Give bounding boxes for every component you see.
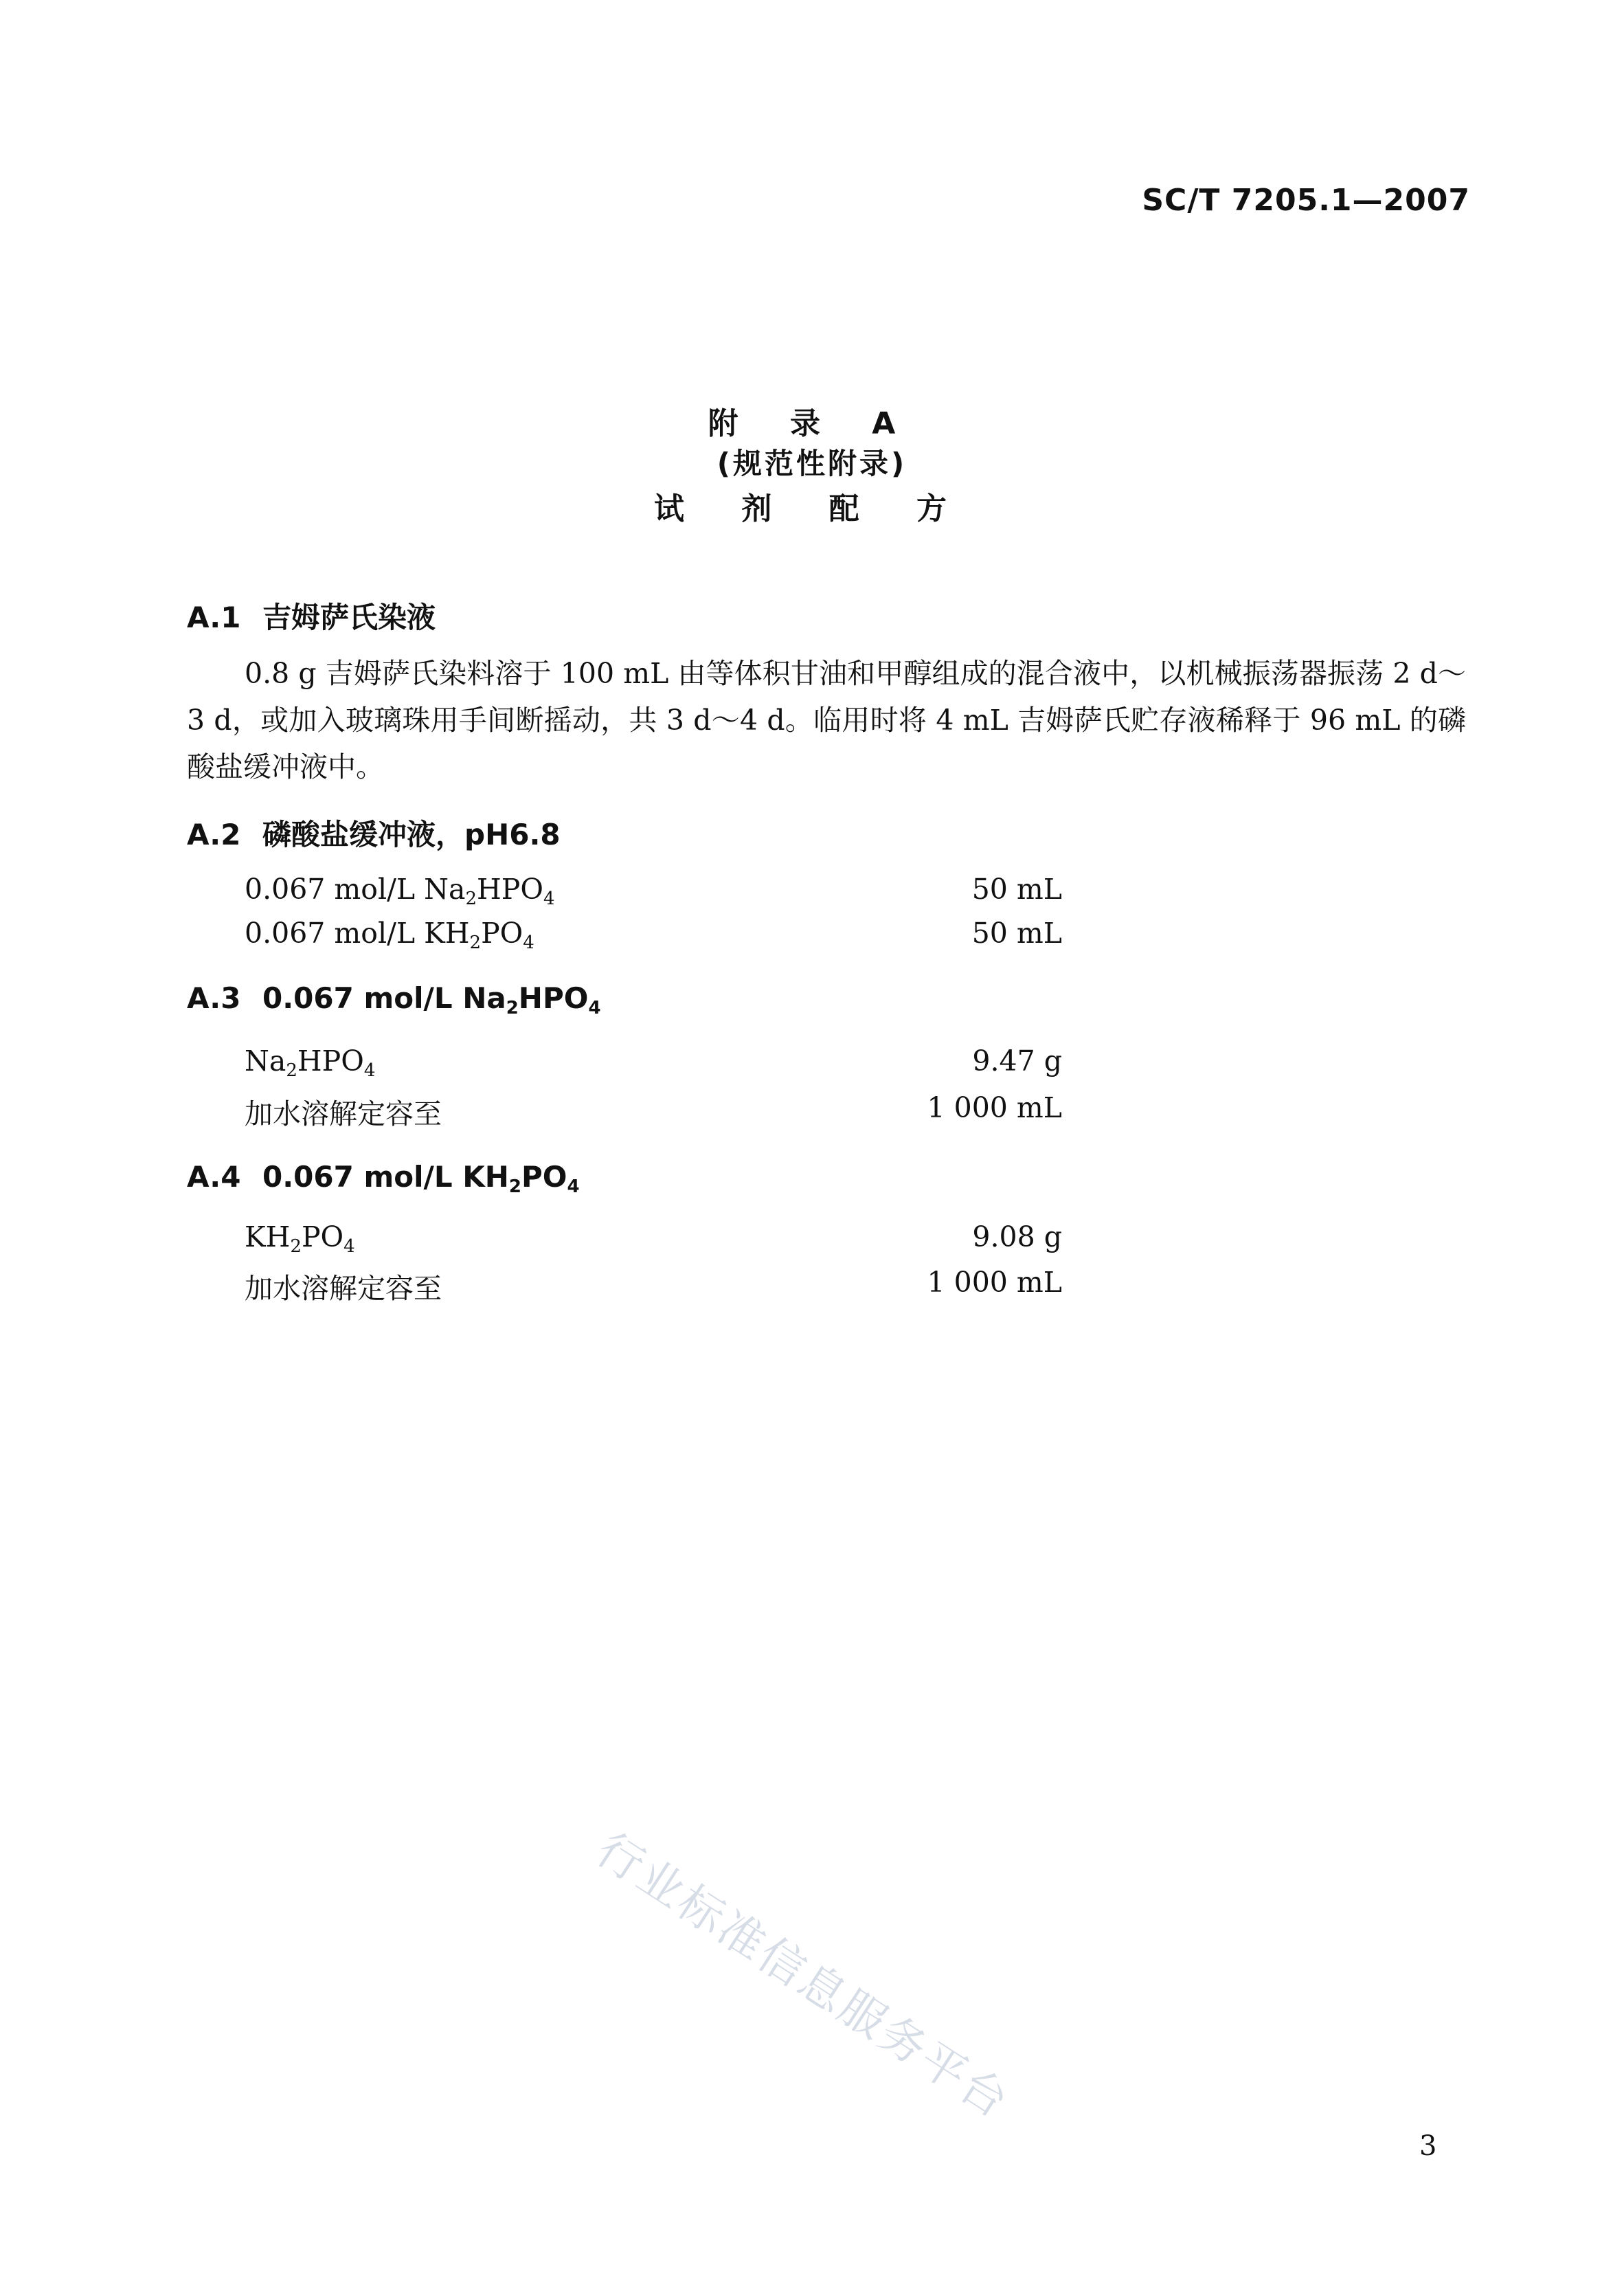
- watermark: 行业标准信息服务平台: [587, 1822, 1019, 2130]
- section-title: 磷酸盐缓冲液，pH6.8: [262, 818, 561, 851]
- section-a1-heading: [187, 595, 436, 636]
- reagent-amount: 50 mL: [971, 917, 1062, 950]
- reagent-name: $Na_2HPO_4$: [245, 1045, 376, 1081]
- section-a1-paragraph: 0.8 g 吉姆萨氏染料溶于 100 mL 由等体积甘油和甲醇组成的混合液中，以机械振荡器振荡 2 d～3 d，或加入玻璃珠用手间断摇动，共 3 d～4 d。临用时将 4 mL 吉姆萨氏贮存液稀释于 96 mL 的磷酸盐缓冲液中。: [187, 657, 1466, 783]
- reagent-amount: 50 mL: [971, 873, 1062, 906]
- section-a3-heading: [187, 981, 601, 1018]
- reagent-amount: 9.08 g: [972, 1220, 1062, 1253]
- reagent-name: $KH_2PO_4$: [245, 1220, 355, 1257]
- reagent-amount: 1 000 mL: [927, 1091, 1062, 1124]
- section-title: 吉姆萨氏染液: [262, 601, 436, 634]
- section-number: A.3: [187, 981, 241, 1015]
- annex-type: (规范性附录): [717, 447, 907, 480]
- standard-number: SC/T 7205.1—2007: [1142, 183, 1470, 218]
- reagent-amount: 1 000 mL: [927, 1266, 1062, 1299]
- page-number: 3: [1419, 2130, 1437, 2162]
- section-a2-heading: [187, 812, 561, 853]
- section-number: A.2: [187, 818, 241, 851]
- section-title: 0.067 mol/L $Na_2HPO_4$: [262, 981, 601, 1018]
- section-number: A.4: [187, 1160, 241, 1194]
- reagent-name: 0.067 mol/L $Na_2HPO_4$: [245, 873, 555, 909]
- section-title: 0.067 mol/L $KH_2PO_4$: [262, 1160, 580, 1197]
- reagent-name: 加水溶解定容至: [245, 1097, 442, 1130]
- annex-title: 附 录 A: [708, 406, 916, 441]
- section-a4-heading: [187, 1160, 580, 1197]
- reagent-name: 加水溶解定容至: [245, 1272, 442, 1305]
- reagent-name: 0.067 mol/L $KH_2PO_4$: [245, 917, 534, 953]
- reagent-amount: 9.47 g: [972, 1045, 1062, 1077]
- annex-name: 试 剂 配 方: [654, 491, 970, 526]
- section-number: A.1: [187, 601, 241, 634]
